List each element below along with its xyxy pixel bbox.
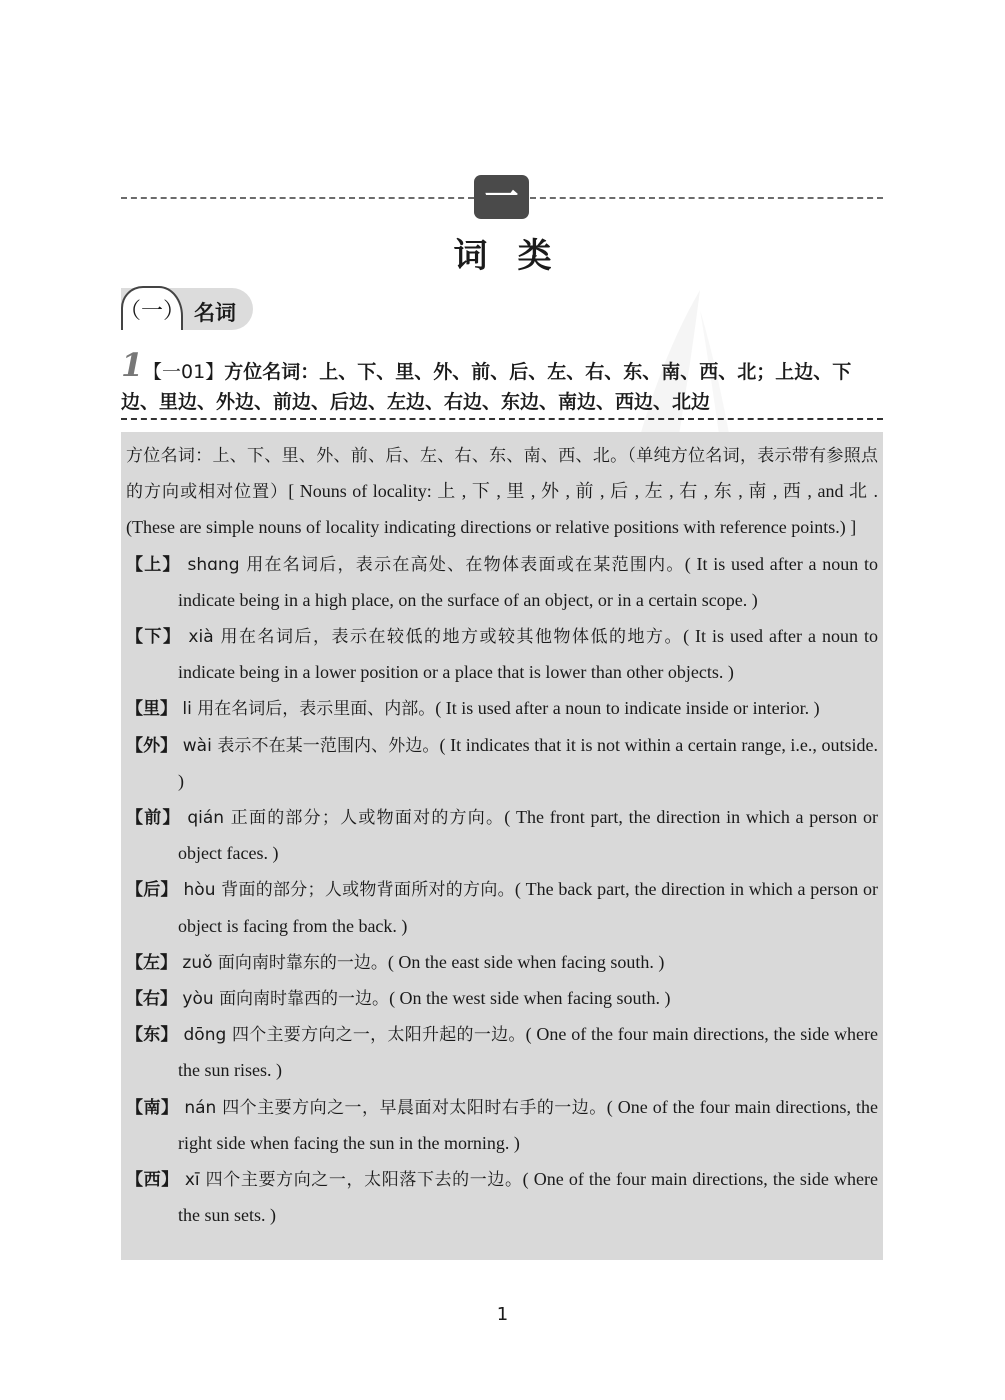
list-item: 【东】 dōng 四个主要方向之一，太阳升起的一边。( One of the four main directions, the side where the sun rises. )	[126, 1024, 879, 1081]
page-number: 1	[496, 1304, 509, 1325]
intro-zh: 方位名词：上、下、里、外、前、后、左、右、东、南、西、北。（单纯方位名词，表示带有参照点的方向或相对位置）	[126, 446, 878, 503]
list-item: 【南】 nán 四个主要方向之一，早晨面对太阳时右手的一边。( One of the four main directions, the right side when facing the sun in the morning. )	[126, 1096, 879, 1153]
entry-content	[126, 439, 878, 1234]
entry-heading	[121, 357, 886, 417]
chapter-badge: 一	[474, 175, 529, 219]
list-item: 【外】 wài 表示不在某一范围内、外边。( It indicates that it is not within a certain range, i.e., outside. )	[126, 734, 879, 791]
list-item: 【前】 qián 正面的部分；人或物面对的方向。( The front part, the direction in which a person or object faces. )	[126, 807, 879, 864]
chapter-title: 词类	[453, 236, 582, 276]
list-item: 【左】 zuǒ 面向南时靠东的一边。( On the east side when facing south. )	[126, 951, 665, 973]
list-item: 【下】 xià 用在名词后，表示在较低的地方或较其他物体低的地方。( It is used after a noun to indicate being in a lower position or a place that is lower than other objects. )	[126, 626, 879, 683]
chapter-divider-right	[530, 197, 883, 199]
entry-number: 1	[121, 346, 144, 384]
list-item: 【西】 xī 四个主要方向之一，太阳落下去的一边。( One of the four main directions, the side where the sun sets. )	[126, 1169, 878, 1226]
intro-en: [ Nouns of locality: 上 , 下 , 里 , 外 , 前 , 后 , 左 , 右 , 东 , 南 , 西 , and 北 . (These are simple nouns of locality indicating directions or relative positions with reference points.) ]	[126, 481, 879, 538]
intro-paragraph	[126, 439, 878, 547]
section-name: 名词	[194, 301, 236, 325]
entry-heading-text: 方位名词：上、下、里、外、前、后、左、右、东、南、西、北；上边、下边、里边、外边、前边、后边、左边、右边、东边、南边、西边、北边	[121, 361, 852, 413]
list-item: 【里】 li 用在名词后，表示里面、内部。( It is used after a noun to indicate inside or interior. )	[126, 698, 820, 720]
entry-code: 【一01】	[143, 361, 225, 383]
chapter-divider-left	[121, 197, 474, 199]
list-item: 【上】 shɑng 用在名词后，表示在高处、在物体表面或在某范围内。( It is used after a noun to indicate being in a high place, on the surface of an object, or in a certain scope. )	[126, 553, 879, 610]
list-item: 【右】 yòu 面向南时靠西的一边。( On the west side when facing south. )	[126, 988, 671, 1010]
list-item: 【后】 hòu 背面的部分；人或物背面所对的方向。( The back part, the direction in which a person or object is facing from the back. )	[126, 879, 879, 936]
heading-underline	[121, 418, 883, 420]
section-number: （一）	[121, 286, 183, 330]
